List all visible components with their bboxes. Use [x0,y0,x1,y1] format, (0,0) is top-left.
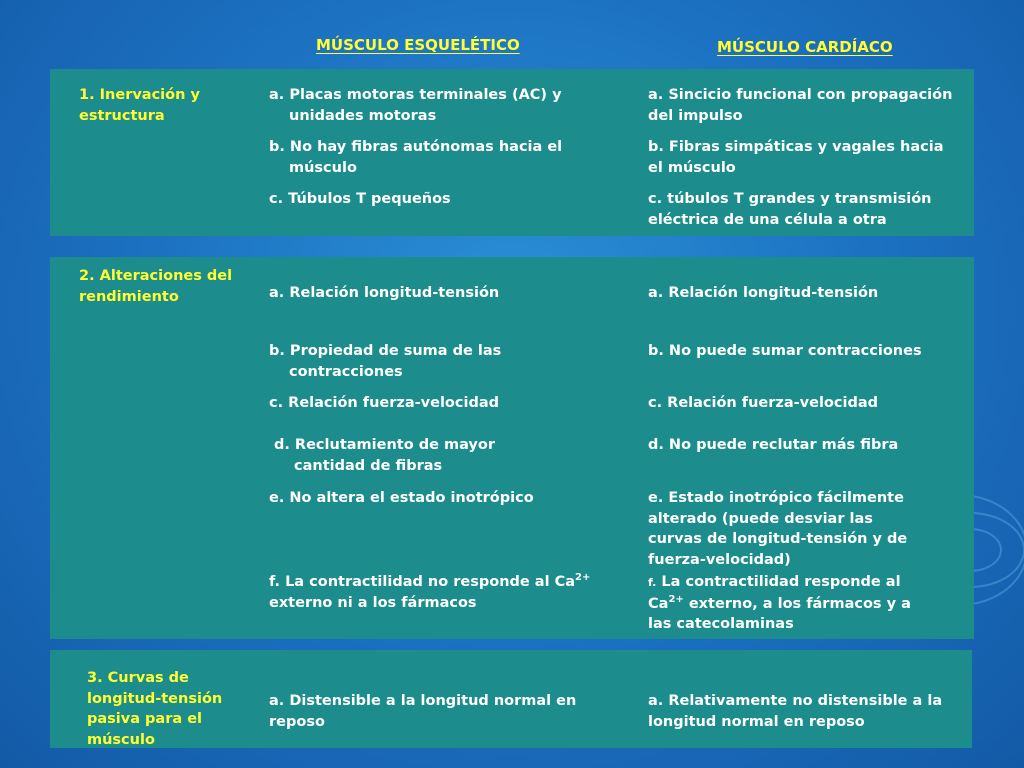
section-3-cardiac-item-a [648,691,942,732]
section-1-skeletal-item-c [269,189,451,210]
item-line: alterado (puede desviar las [648,510,873,527]
section-3-title-line: músculo [87,731,155,748]
item-line: externo, a los fármacos y a [683,595,911,612]
section-2-skeletal-item-c [269,393,499,414]
section-2-skeletal-item-d [274,435,495,476]
item-line: músculo [289,159,357,176]
item-line: del impulso [648,107,743,124]
item-line: e. Estado inotrópico fácilmente [648,490,904,506]
section-1-cardiac-item-b [648,137,943,178]
item-line: b. Fibras simpáticas y vagales hacia [648,139,944,155]
item-line: c. Relación fuerza-velocidad [648,395,878,411]
section-2-cardiac-item-c [648,393,878,414]
item-line: a. Sincicio funcional con propagación [648,87,953,103]
item-line: a. Relación longitud-tensión [269,285,500,301]
item-line: las catecolaminas [648,616,794,632]
section-2-title-line: 2. Alteraciones del [79,268,233,284]
section-2-skeletal-item-f [269,572,590,613]
item-line: c. Túbulos T pequeños [269,191,451,207]
section-1-cardiac-item-c [648,189,931,230]
section-2-title-line: rendimiento [79,288,179,305]
item-line: d. No puede reclutar más fibra [648,437,899,453]
section-2-skeletal-item-b [269,341,501,382]
section-2-skeletal-item-e [269,488,534,509]
item-line: d. Reclutamiento de mayor [274,437,495,453]
item-line: a. Distensible a la longitud normal en [269,693,577,709]
item-line: c. túbulos T grandes y transmisión [648,191,932,207]
section-1-title-line: estructura [79,107,165,124]
section-2-skeletal-item-a [269,283,499,304]
section-1-title [79,85,200,126]
item-line: f. La contractilidad no responde al Ca [269,574,576,590]
section-3-title [87,668,222,750]
header-cardiac-muscle: MÚSCULO CARDÍACO [717,38,893,56]
section-2-title [79,266,232,307]
item-line: c. Relación fuerza-velocidad [269,395,499,411]
item-line: unidades motoras [289,107,437,124]
section-2-cardiac-item-e [648,488,907,570]
section-2-cardiac-item-a [648,283,878,304]
section-3-title-line: longitud-tensión [87,690,223,707]
item-line: curvas de longitud-tensión y de [648,531,908,547]
section-2-cardiac-item-f [648,572,911,635]
item-line: externo ni a los fármacos [269,594,477,611]
item-line: b. No hay fibras autónomas hacia el [269,139,563,155]
item-line: longitud normal en reposo [648,713,865,730]
item-line: el músculo [648,159,736,176]
item-line: a. Placas motoras terminales (AC) y [269,87,562,103]
section-3-skeletal-item-a [269,691,576,732]
section-3-title-line: pasiva para el [87,711,203,727]
item-line: b. No puede sumar contracciones [648,343,922,359]
item-line: e. No altera el estado inotrópico [269,490,534,506]
item-line: fuerza-velocidad) [648,551,791,568]
item-line: Ca [648,595,669,612]
item-label: f. [648,576,657,589]
item-line: contracciones [289,363,403,380]
header-skeletal-muscle: MÚSCULO ESQUELÉTICO [316,36,520,54]
superscript: 2+ [668,593,684,605]
superscript: 2+ [575,572,591,584]
item-line: cantidad de fibras [294,457,443,474]
item-line: a. Relativamente no distensible a la [648,693,943,709]
item-line: eléctrica de una célula a otra [648,211,887,228]
section-1-cardiac-item-a [648,85,952,126]
section-2-cardiac-item-b [648,341,922,362]
section-1-skeletal-item-b [269,137,562,178]
section-1-title-line: 1. Inervación y [79,87,200,103]
section-2-cardiac-item-d [648,435,898,456]
item-line: a. Relación longitud-tensión [648,285,879,301]
item-line: reposo [269,713,325,730]
item-line: b. Propiedad de suma de las [269,343,502,359]
section-1-skeletal-item-a [269,85,562,126]
item-line: La contractilidad responde al [656,574,901,590]
section-3-title-line: 3. Curvas de [87,670,189,686]
